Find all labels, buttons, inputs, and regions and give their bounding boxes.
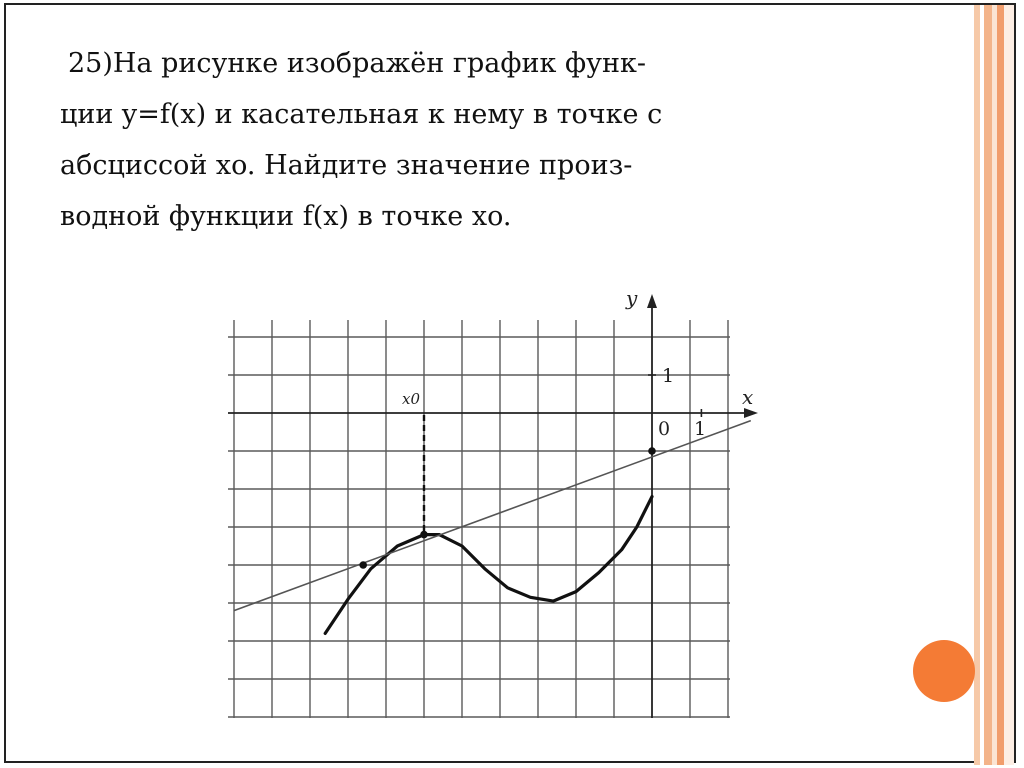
problem-line-2: ции y=f(x) и касательная к нему в точке с <box>60 99 663 130</box>
graph-point <box>648 447 656 455</box>
graph-lines <box>234 415 751 633</box>
problem-line-4: водной функции f(x) в точке xo. <box>60 201 512 232</box>
y-axis-arrow <box>647 294 657 308</box>
grid <box>228 320 730 718</box>
x-axis-label: x <box>742 385 754 409</box>
problem-line-3: абсциссой xo. Найдите значение произ- <box>60 150 633 181</box>
axes <box>228 294 758 718</box>
orange-circle-decoration <box>913 640 975 702</box>
x-unit-label: 1 <box>694 418 707 440</box>
problem-line-1: 25)На рисунке изображён график функ- <box>68 48 646 79</box>
y-unit-label: 1 <box>662 365 675 387</box>
graph-point <box>420 531 428 539</box>
y-axis-label: y <box>626 286 638 310</box>
tangent-line <box>234 421 751 611</box>
x-axis-arrow <box>744 408 758 418</box>
graph-labels <box>402 286 753 440</box>
graph-points <box>359 447 655 569</box>
x0-label: x0 <box>402 390 421 408</box>
graph-point <box>359 561 367 569</box>
origin-label: 0 <box>658 418 671 440</box>
